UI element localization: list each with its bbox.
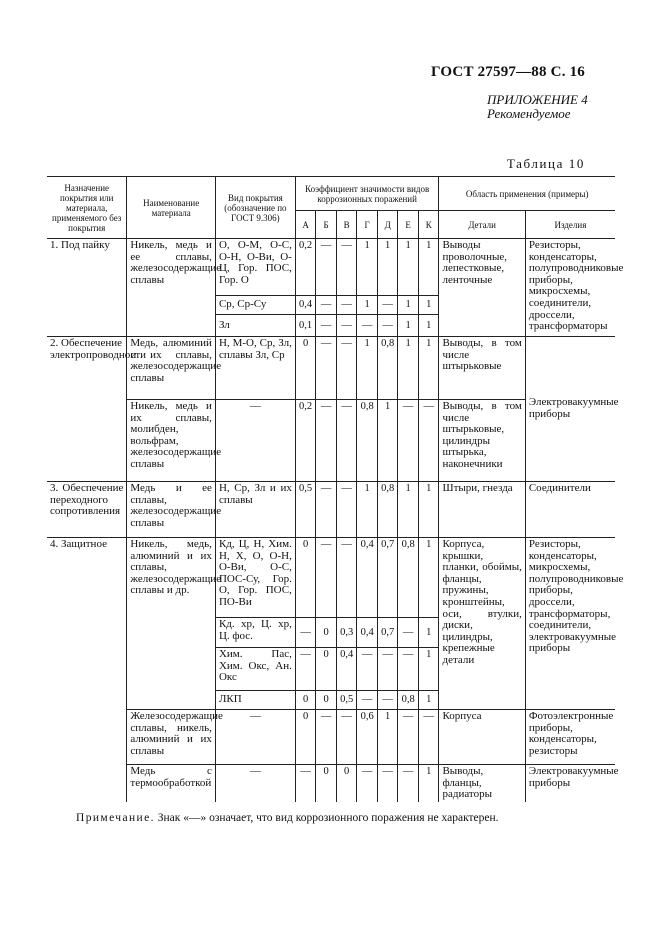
coef-value: 0,6: [357, 710, 378, 765]
coef-value: 1: [398, 239, 419, 296]
coef-value: —: [336, 400, 357, 482]
coef-value: 0,4: [357, 618, 378, 648]
coef-value: 0: [295, 337, 316, 400]
material-cell: Медь, алюминий и их сплавы, железосодержащие сплавы: [127, 337, 216, 400]
coef-value: —: [336, 296, 357, 315]
coef-header-e: Е: [398, 211, 419, 239]
coef-value: 0,1: [295, 315, 316, 337]
coef-header-b: Б: [316, 211, 337, 239]
coef-value: —: [398, 710, 419, 765]
coef-value: 1: [398, 337, 419, 400]
coef-value: 0,4: [336, 648, 357, 691]
coef-value: 1: [418, 337, 439, 400]
coef-value: —: [398, 400, 419, 482]
coef-value: —: [316, 710, 337, 765]
coef-value: 1: [418, 315, 439, 337]
coef-value: 1: [377, 400, 398, 482]
coef-value: 1: [357, 482, 378, 538]
coating-cell: —: [215, 710, 295, 765]
table-row: [47, 482, 615, 538]
products-cell: Соединители: [525, 482, 615, 538]
coef-header-a: А: [295, 211, 316, 239]
coef-value: 0: [336, 765, 357, 802]
material-cell: Никель, медь и ее сплавы, железосодержащие сплавы: [127, 239, 216, 337]
purpose-cell: 2. Обеспечение электропроводности: [47, 337, 127, 482]
table-caption: Таблица 10: [506, 156, 585, 171]
coef-value: 0,8: [377, 482, 398, 538]
coef-value: —: [316, 538, 337, 618]
purpose-cell: 4. Защитное: [47, 538, 127, 802]
material-cell: Медь и ее сплавы, железосодержащие сплавы: [127, 482, 216, 538]
coating-cell: —: [215, 400, 295, 482]
appendix-subtitle: Рекомендуемое: [487, 106, 571, 121]
coef-value: —: [398, 765, 419, 802]
products-cell: Фотоэлектронные приборы, конденсаторы, резисторы: [525, 710, 615, 765]
coef-value: —: [336, 337, 357, 400]
coef-value: —: [377, 765, 398, 802]
coef-header-g: Г: [357, 211, 378, 239]
coef-value: —: [336, 315, 357, 337]
appendix-title: ПРИЛОЖЕНИЕ 4: [487, 92, 588, 107]
table-header-row: [47, 177, 615, 211]
coating-cell: Ср, Ср-Су: [215, 296, 295, 315]
col-header-coef: Коэффициент значимости видов коррозионных поражений: [295, 177, 439, 211]
coef-value: —: [336, 239, 357, 296]
coef-value: —: [357, 691, 378, 710]
col-header-coating: Вид покрытия (обозначение по ГОСТ 9.306): [215, 177, 295, 239]
coef-value: 1: [357, 239, 378, 296]
col-header-parts: Детали: [439, 211, 525, 239]
coef-value: 0,5: [336, 691, 357, 710]
appendix-heading: [487, 93, 588, 121]
coef-value: —: [316, 400, 337, 482]
coef-value: —: [418, 400, 439, 482]
coef-header-v: В: [336, 211, 357, 239]
coef-value: 1: [418, 538, 439, 618]
coef-value: —: [336, 710, 357, 765]
purpose-cell: 1. Под пайку: [47, 239, 127, 337]
parts-cell: Корпуса, крышки, планки, обоймы, фланцы, пружины, кронштейны, оси, втулки, диски, цилиндры, крепежные детали: [439, 538, 525, 710]
coef-value: 0,2: [295, 400, 316, 482]
coef-value: —: [316, 296, 337, 315]
coating-cell: Зл: [215, 315, 295, 337]
parts-cell: Корпуса: [439, 710, 525, 765]
coef-value: 1: [377, 710, 398, 765]
col-header-material: Наименование материала: [127, 177, 216, 239]
table-row: [47, 765, 615, 802]
coef-value: —: [398, 648, 419, 691]
coef-value: 0,7: [377, 538, 398, 618]
coef-value: 1: [418, 765, 439, 802]
coef-header-k: К: [418, 211, 439, 239]
table-row: [47, 710, 615, 765]
coef-value: 0: [295, 538, 316, 618]
coef-value: —: [316, 337, 337, 400]
coef-value: —: [336, 482, 357, 538]
coef-value: —: [357, 315, 378, 337]
coef-value: 1: [418, 648, 439, 691]
material-cell: Никель, медь, алюминий и их сплавы, железосодержащие сплавы и др.: [127, 538, 216, 710]
coef-value: 0: [295, 691, 316, 710]
coef-value: 0,4: [357, 538, 378, 618]
material-cell: Никель, медь и их сплавы, молибден, вольфрам, железосодержащие сплавы: [127, 400, 216, 482]
table-row: [47, 538, 615, 618]
coef-value: 0: [316, 648, 337, 691]
parts-cell: Выводы проволочные, лепестковые, ленточные: [439, 239, 525, 337]
coef-value: —: [336, 538, 357, 618]
coef-value: —: [377, 691, 398, 710]
coef-value: —: [316, 239, 337, 296]
coating-cell: ЛКП: [215, 691, 295, 710]
coef-value: 0: [295, 710, 316, 765]
coating-cell: —: [215, 765, 295, 802]
note-text: Знак «—» означает, что вид коррозионного поражения не характерен.: [157, 812, 499, 824]
products-cell: Резисторы, конденсаторы, полупроводниковые приборы, микросхемы, соединители, дроссели, трансформаторы: [528, 239, 624, 333]
coef-value: 0,3: [336, 618, 357, 648]
material-cell: Медь с термообработкой: [127, 765, 216, 802]
coef-value: 0: [316, 765, 337, 802]
coef-value: —: [316, 482, 337, 538]
coef-value: 0,2: [295, 239, 316, 296]
parts-cell: Штыри, гнезда: [439, 482, 525, 538]
coef-value: 0,8: [398, 691, 419, 710]
parts-cell: Выводы, в том числе штырьковые: [439, 337, 525, 400]
coef-value: —: [295, 765, 316, 802]
purpose-cell: 3. Обеспечение переходного сопротивления: [47, 482, 127, 538]
note-label: Примечание.: [76, 812, 155, 824]
coef-header-d: Д: [377, 211, 398, 239]
coating-cell: Хим. Пас, Хим. Окс, Ан. Окс: [215, 648, 295, 691]
page-number: ГОСТ 27597—88 С. 16: [431, 64, 585, 80]
coef-value: 1: [357, 296, 378, 315]
products-cell: Электровакуумные приборы: [525, 337, 615, 482]
coef-value: 1: [418, 296, 439, 315]
coef-value: 1: [418, 618, 439, 648]
material-cell: Железосодержащие сплавы, никель, алюминий и их сплавы: [127, 710, 216, 765]
coef-value: 0: [316, 691, 337, 710]
coating-cell: Кд. хр, Ц. хр, Ц. фос.: [215, 618, 295, 648]
coef-value: 0,8: [357, 400, 378, 482]
table-note: [76, 812, 499, 824]
col-header-area: Область применения (примеры): [439, 177, 615, 211]
coef-value: —: [377, 296, 398, 315]
coating-table: [47, 176, 624, 802]
coef-value: 1: [357, 337, 378, 400]
coef-value: 0,8: [377, 337, 398, 400]
coef-value: 1: [418, 239, 439, 296]
coef-value: 1: [398, 482, 419, 538]
coef-value: —: [357, 648, 378, 691]
coef-value: 0,8: [398, 538, 419, 618]
parts-cell: Выводы, в том числе штырьковые, цилиндры штырька, наконечники: [439, 400, 525, 482]
col-header-purpose: Назначение покрытия или материала, применяемого без покрытия: [47, 177, 127, 239]
coef-value: 0,5: [295, 482, 316, 538]
coef-value: 1: [398, 315, 419, 337]
coef-value: —: [357, 765, 378, 802]
coating-cell: Н, Ср, Зл и их сплавы: [215, 482, 295, 538]
products-cell: Резисторы, конденсаторы, микросхемы, полупроводниковые приборы, дроссели, трансформаторы, соединители, электровакуумные приборы: [525, 538, 615, 710]
table-row: [47, 239, 615, 296]
coating-cell: О, О-М, О-С, О-Н, О-Ви, О-Ц, Гор. ПОС, Гор. О: [215, 239, 295, 296]
parts-cell: Выводы, фланцы, радиаторы: [439, 765, 525, 802]
coef-value: 1: [418, 691, 439, 710]
coef-value: —: [418, 710, 439, 765]
coef-value: —: [377, 648, 398, 691]
col-header-products: Изделия: [525, 211, 615, 239]
coef-value: —: [377, 315, 398, 337]
coating-cell: Кд, Ц, Н, Хим. Н, Х, О, О-Н, О-Ви, О-С, ПОС-Су, Гор. О, Гор. ПОС, ПО-Ви: [215, 538, 295, 618]
coef-value: —: [398, 618, 419, 648]
coef-value: 1: [377, 239, 398, 296]
coef-value: 0,4: [295, 296, 316, 315]
coef-value: 1: [398, 296, 419, 315]
coating-cell: Н, М-О, Ср, Зл, сплавы Зл, Ср: [215, 337, 295, 400]
coef-value: —: [316, 315, 337, 337]
table-row: [47, 337, 615, 400]
products-cell: Электровакуумные приборы: [528, 765, 619, 789]
coef-value: 0: [316, 618, 337, 648]
coef-value: —: [295, 618, 316, 648]
coef-value: 0,7: [377, 618, 398, 648]
coef-value: —: [295, 648, 316, 691]
coef-value: 1: [418, 482, 439, 538]
